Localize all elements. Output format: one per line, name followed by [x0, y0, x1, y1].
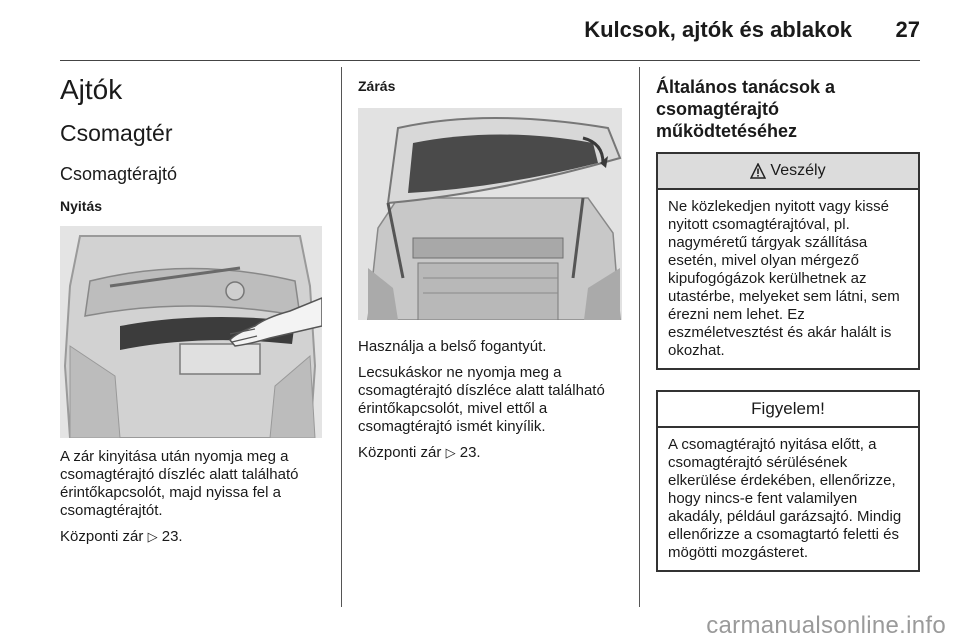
section-heading: Csomagtér: [60, 120, 173, 146]
danger-text: Ne közlekedjen nyitott vagy kissé nyitott csomagtérajtóval, pl. nagyméretű tárgyak szállítása esetén, mivel olyan mérgező kipufogógázok kerülhetnek az utastérbe, melyeket sem látni, sem érezni nem lehet. Ez eszméletvesztést és akár halált is okozhat.: [668, 198, 900, 359]
tailgate-opening-image: [60, 226, 322, 438]
column-divider: [639, 67, 640, 607]
closing-heading: Zárás: [358, 78, 396, 94]
opening-paragraph: A zár kinyitása után nyomja meg a csomagtérajtó díszléc alatt található érintőkapcsolót, majd nyissa fel a csomagtérajtót.: [60, 448, 299, 519]
closing-paragraph-1: Használja a belső fogantyút.: [358, 338, 547, 355]
danger-title: Veszély: [770, 162, 826, 179]
notice-text: A csomagtérajtó nyitása előtt, a csomagtérajtó sérülésének elkerülése érdekében, ellenőrizze, hogy nincs-e fent valamilyen akadály, például garázsajtó. Mindig ellenőrizze a csomagtartó feletti és mögötti mozgásteret.: [668, 436, 902, 561]
watermark: carmanualsonline.info: [706, 612, 946, 639]
reference-arrow-icon: ▷: [445, 445, 456, 460]
column-3: [656, 76, 920, 572]
subsection-heading: Csomagtérajtó: [60, 164, 178, 184]
closing-paragraph-2: Lecsukáskor ne nyomja meg a csomagtérajtó díszléce alatt található érintőkapcsolót, mivel ettől a csomagtérajtó ismét kinyílik.: [358, 364, 605, 435]
general-advice-heading: Általános tanácsok a csomagtérajtó működtetéséhez: [656, 77, 836, 141]
danger-box-header: [658, 154, 918, 190]
reference-label: Központi zár: [358, 444, 442, 461]
notice-title: Figyelem!: [751, 399, 825, 418]
tailgate-closing-image: [358, 108, 622, 320]
opening-heading: Nyitás: [60, 198, 103, 214]
page-header: [0, 0, 960, 60]
warning-triangle-icon: [750, 163, 766, 179]
chapter-heading: Ajtók: [60, 74, 123, 105]
notice-box: [656, 390, 920, 572]
section-title: Kulcsok, ajtók és ablakok: [584, 17, 852, 42]
reference-arrow-icon: ▷: [147, 529, 158, 544]
header-rule: [60, 60, 920, 61]
reference-page: 23.: [161, 528, 183, 545]
central-lock-reference[interactable]: [358, 444, 626, 462]
page-number: 27: [895, 17, 920, 42]
column-1: [60, 72, 325, 546]
reference-page: 23.: [459, 444, 481, 461]
tailgate-closing-illustration: [358, 108, 622, 320]
column-divider: [341, 67, 342, 607]
danger-box: [656, 152, 920, 370]
reference-label: Központi zár: [60, 528, 144, 545]
tailgate-opening-illustration: [60, 226, 322, 438]
column-2: [358, 72, 626, 462]
central-lock-reference[interactable]: [60, 528, 325, 546]
notice-box-header: [658, 392, 918, 428]
